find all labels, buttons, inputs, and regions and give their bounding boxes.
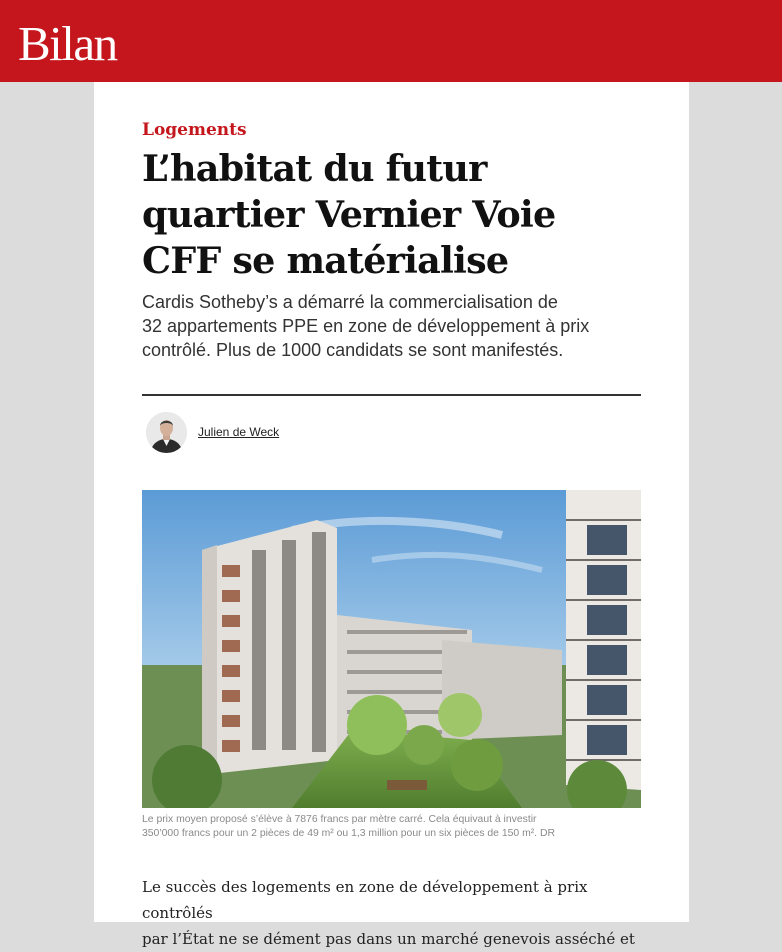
article-body: [142, 874, 641, 952]
headline-line: CFF se matérialise: [142, 239, 509, 282]
body-line: Le succès des logements en zone de développement à prix contrôlés: [142, 878, 588, 922]
header-bar: [0, 0, 782, 82]
body-line: par l’État ne se dément pas dans un marché genevois asséché et: [142, 930, 635, 948]
headline-line: L’habitat du futur: [142, 147, 487, 190]
author-portrait-icon: [146, 412, 187, 453]
caption-line: 350’000 francs pour un 2 pièces de 49 m² ou 1,3 million pour un six pièces de 150 m². DR: [142, 828, 555, 839]
article-container: [94, 82, 689, 948]
author-link[interactable]: Julien de Weck: [198, 425, 280, 439]
caption-line: Le prix moyen proposé s’élève à 7876 francs par mètre carré. Cela équivaut à investir: [142, 814, 537, 825]
site-logo[interactable]: Bilan: [18, 16, 117, 71]
article-lead: [142, 290, 602, 362]
lead-line: 32 appartements PPE en zone de développement à prix: [142, 316, 590, 336]
lead-line: Cardis Sotheby’s a démarré la commercialisation de: [142, 292, 558, 312]
article-category[interactable]: Logements: [142, 120, 247, 140]
building-rendering-image: [142, 490, 641, 808]
article-headline: [142, 146, 662, 284]
divider: [142, 394, 641, 396]
author-avatar[interactable]: [146, 412, 187, 453]
lead-line: contrôlé. Plus de 1000 candidats se sont manifestés.: [142, 340, 564, 360]
article-photo[interactable]: [142, 490, 641, 808]
headline-line: quartier Vernier Voie: [142, 193, 556, 236]
photo-caption: [142, 813, 641, 841]
